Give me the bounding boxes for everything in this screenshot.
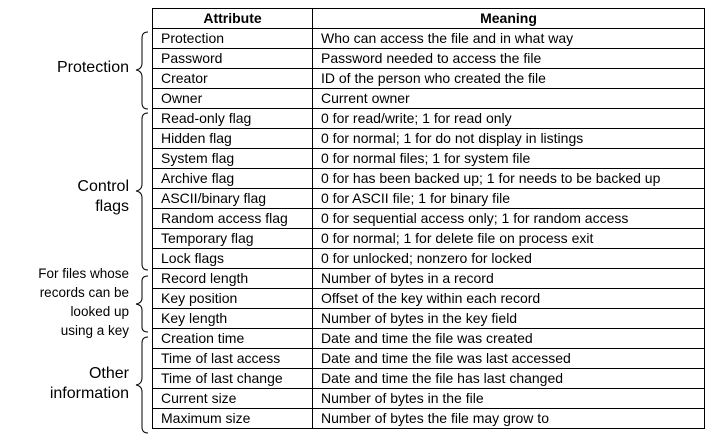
table-row [153, 369, 705, 389]
attribute-cell: Temporary flag [153, 229, 313, 249]
attribute-cell: Read-only flag [153, 109, 313, 129]
attribute-cell: Owner [153, 89, 313, 109]
table-row [153, 349, 705, 369]
table-row [153, 109, 705, 129]
attribute-cell: Key position [153, 289, 313, 309]
table-row [153, 229, 705, 249]
group-label-protection: Protection [56, 59, 129, 76]
attribute-cell: Time of last change [153, 369, 313, 389]
attributes-table [152, 8, 705, 429]
table-row [153, 209, 705, 229]
attribute-cell: Key length [153, 309, 313, 329]
attribute-cell: ASCII/binary flag [153, 189, 313, 209]
table-row [153, 189, 705, 209]
meaning-cell: 0 for read/write; 1 for read only [313, 109, 705, 129]
meaning-cell: 0 for has been backed up; 1 for needs to be backed up [313, 169, 705, 189]
meaning-cell: Date and time the file was created [313, 329, 705, 349]
group-label-other-information: Other information [49, 365, 129, 402]
attribute-cell: Current size [153, 389, 313, 409]
brace-control-flags-icon [132, 112, 152, 272]
attribute-cell: Creator [153, 69, 313, 89]
group-label-control-flags: Control flags [77, 178, 129, 215]
table-row [153, 389, 705, 409]
header-meaning: Meaning [313, 9, 705, 29]
table-row [153, 69, 705, 89]
table-row [153, 249, 705, 269]
meaning-cell: 0 for normal; 1 for do not display in listings [313, 129, 705, 149]
attribute-cell: Hidden flag [153, 129, 313, 149]
attribute-cell: Lock flags [153, 249, 313, 269]
meaning-cell: Date and time the file was last accessed [313, 349, 705, 369]
meaning-cell: 0 for normal files; 1 for system file [313, 149, 705, 169]
meaning-cell: Offset of the key within each record [313, 289, 705, 309]
table-body [153, 29, 705, 429]
meaning-cell: Date and time the file has last changed [313, 369, 705, 389]
meaning-cell: Number of bytes in the file [313, 389, 705, 409]
table-row [153, 309, 705, 329]
attribute-cell: Protection [153, 29, 313, 49]
group-label-keyed-files: For files whose records can be looked up using a key [38, 266, 129, 338]
table-row [153, 289, 705, 309]
table-row [153, 49, 705, 69]
table-row [153, 409, 705, 429]
attribute-cell: Password [153, 49, 313, 69]
brace-other-information-icon [132, 336, 152, 436]
attribute-cell: Time of last access [153, 349, 313, 369]
table-row [153, 129, 705, 149]
meaning-cell: Number of bytes the file may grow to [313, 409, 705, 429]
attribute-cell: Maximum size [153, 409, 313, 429]
table-row [153, 89, 705, 109]
meaning-cell: 0 for normal; 1 for delete file on process exit [313, 229, 705, 249]
table-row [153, 329, 705, 349]
brace-keyed-files-icon [132, 275, 152, 335]
meaning-cell: 0 for sequential access only; 1 for random access [313, 209, 705, 229]
meaning-cell: Number of bytes in a record [313, 269, 705, 289]
meaning-cell: Current owner [313, 89, 705, 109]
brace-protection-icon [132, 31, 152, 111]
attribute-cell: Random access flag [153, 209, 313, 229]
meaning-cell: Password needed to access the file [313, 49, 705, 69]
header-attribute: Attribute [153, 9, 313, 29]
attribute-cell: Creation time [153, 329, 313, 349]
table-row [153, 149, 705, 169]
meaning-cell: 0 for unlocked; nonzero for locked [313, 249, 705, 269]
attribute-cell: Record length [153, 269, 313, 289]
table-row [153, 169, 705, 189]
table-row [153, 29, 705, 49]
meaning-cell: Number of bytes in the key field [313, 309, 705, 329]
meaning-cell: ID of the person who created the file [313, 69, 705, 89]
attribute-cell: System flag [153, 149, 313, 169]
table-header-row [153, 9, 705, 29]
table-row [153, 269, 705, 289]
meaning-cell: Who can access the file and in what way [313, 29, 705, 49]
meaning-cell: 0 for ASCII file; 1 for binary file [313, 189, 705, 209]
attribute-cell: Archive flag [153, 169, 313, 189]
